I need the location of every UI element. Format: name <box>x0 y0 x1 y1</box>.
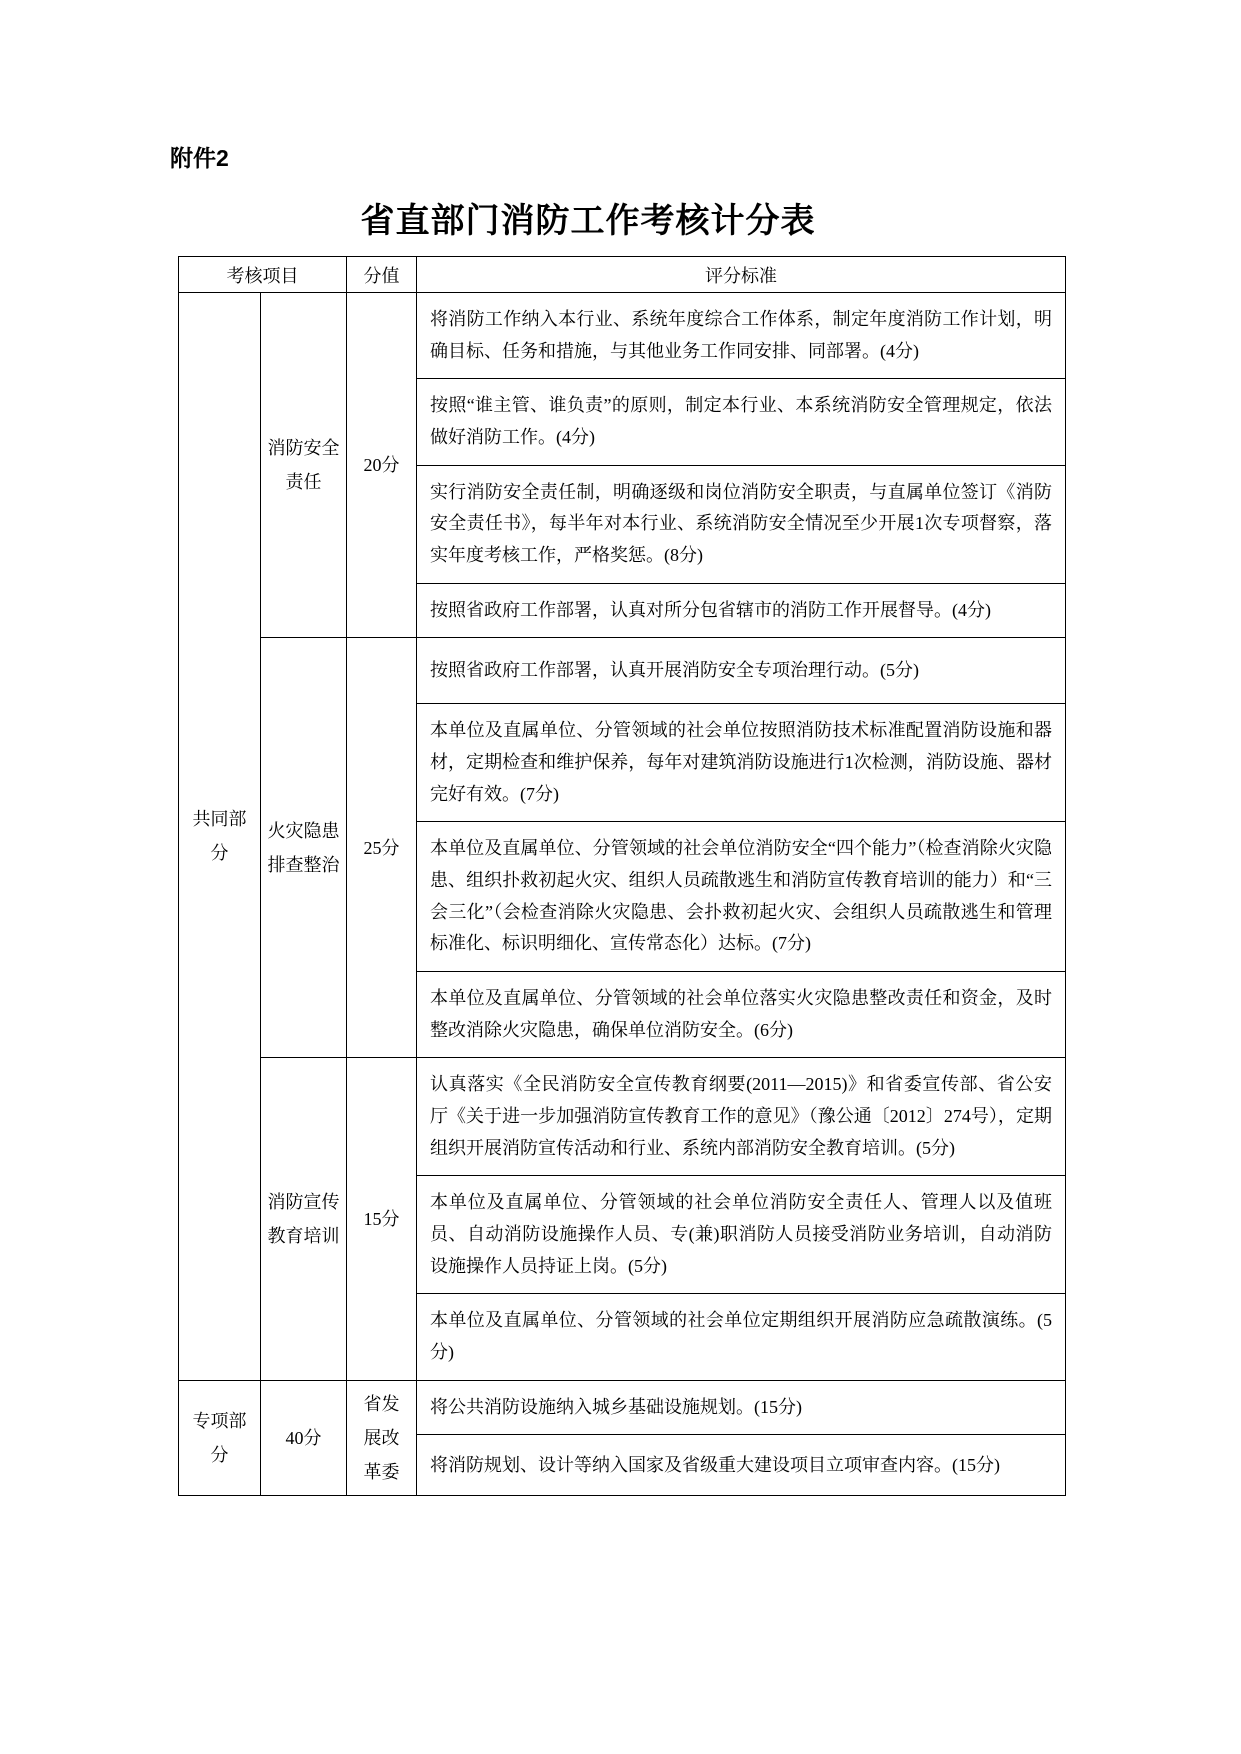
score-fire-safety-responsibility: 20分 <box>347 293 417 638</box>
criterion-text: 本单位及直属单位、分管领域的社会单位落实火灾隐患整改责任和资金，及时整改消除火灾隐患，确保单位消防安全。(6分) <box>417 972 1066 1058</box>
table-row <box>179 1380 1066 1435</box>
criterion-text: 按照“谁主管、谁负责”的原则，制定本行业、本系统消防安全管理规定，依法做好消防工作。(4分) <box>417 379 1066 465</box>
header-score: 分值 <box>347 257 417 293</box>
criterion-text: 实行消防安全责任制，明确逐级和岗位消防安全职责，与直属单位签订《消防安全责任书》，每半年对本行业、系统消防安全情况至少开展1次专项督察，落实年度考核工作，严格奖惩。(8分) <box>417 465 1066 583</box>
table-row <box>179 1058 1066 1176</box>
section-label-special: 专项部分 <box>179 1380 261 1496</box>
section-label-common: 共同部分 <box>179 293 261 1381</box>
department-label-development-reform: 省发展改革委 <box>347 1380 417 1496</box>
table-header-row <box>179 257 1066 293</box>
criterion-text: 按照省政府工作部署，认真开展消防安全专项治理行动。(5分) <box>417 638 1066 704</box>
criterion-text: 将消防规划、设计等纳入国家及省级重大建设项目立项审查内容。(15分) <box>417 1435 1066 1496</box>
category-label-fire-hazard-inspection: 火灾隐患排查整治 <box>261 638 347 1058</box>
score-fire-hazard-inspection: 25分 <box>347 638 417 1058</box>
criterion-text: 本单位及直属单位、分管领域的社会单位定期组织开展消防应急疏散演练。(5分) <box>417 1294 1066 1380</box>
criterion-text: 按照省政府工作部署，认真对所分包省辖市的消防工作开展督导。(4分) <box>417 583 1066 638</box>
page-title: 省直部门消防工作考核计分表 <box>360 202 816 240</box>
criterion-text: 将消防工作纳入本行业、系统年度综合工作体系，制定年度消防工作计划，明确目标、任务和措施，与其他业务工作同安排、同部署。(4分) <box>417 293 1066 379</box>
criterion-text: 将公共消防设施纳入城乡基础设施规划。(15分) <box>417 1380 1066 1435</box>
criterion-text: 本单位及直属单位、分管领域的社会单位按照消防技术标准配置消防设施和器材，定期检查和维护保养，每年对建筑消防设施进行1次检测，消防设施、器材完好有效。(7分) <box>417 704 1066 822</box>
table-row <box>179 293 1066 379</box>
assessment-table <box>178 256 1066 1496</box>
category-label-fire-safety-responsibility: 消防安全责任 <box>261 293 347 638</box>
score-fire-education-training: 15分 <box>347 1058 417 1380</box>
table-row <box>179 638 1066 704</box>
criterion-text: 本单位及直属单位、分管领域的社会单位消防安全“四个能力”（检查消除火灾隐患、组织扑救初起火灾、组织人员疏散逃生和消防宣传教育培训的能力）和“三会三化”（会检查消除火灾隐患、会扑救初起火灾、会组织人员疏散逃生和管理标准化、标识明细化、宣传常态化）达标。(7分) <box>417 822 1066 972</box>
header-assessment-item: 考核项目 <box>179 257 347 293</box>
criterion-text: 本单位及直属单位、分管领域的社会单位消防安全责任人、管理人以及值班员、自动消防设施操作人员、专(兼)职消防人员接受消防业务培训，自动消防设施操作人员持证上岗。(5分) <box>417 1176 1066 1294</box>
attachment-label: 附件2 <box>170 145 229 171</box>
criterion-text: 认真落实《全民消防安全宣传教育纲要(2011—2015)》和省委宣传部、省公安厅《关于进一步加强消防宣传教育工作的意见》（豫公通〔2012〕274号），定期组织开展消防宣传活动和行业、系统内部消防安全教育培训。(5分) <box>417 1058 1066 1176</box>
header-criteria: 评分标准 <box>417 257 1066 293</box>
score-special-section: 40分 <box>261 1380 347 1496</box>
category-label-fire-education-training: 消防宣传教育培训 <box>261 1058 347 1380</box>
